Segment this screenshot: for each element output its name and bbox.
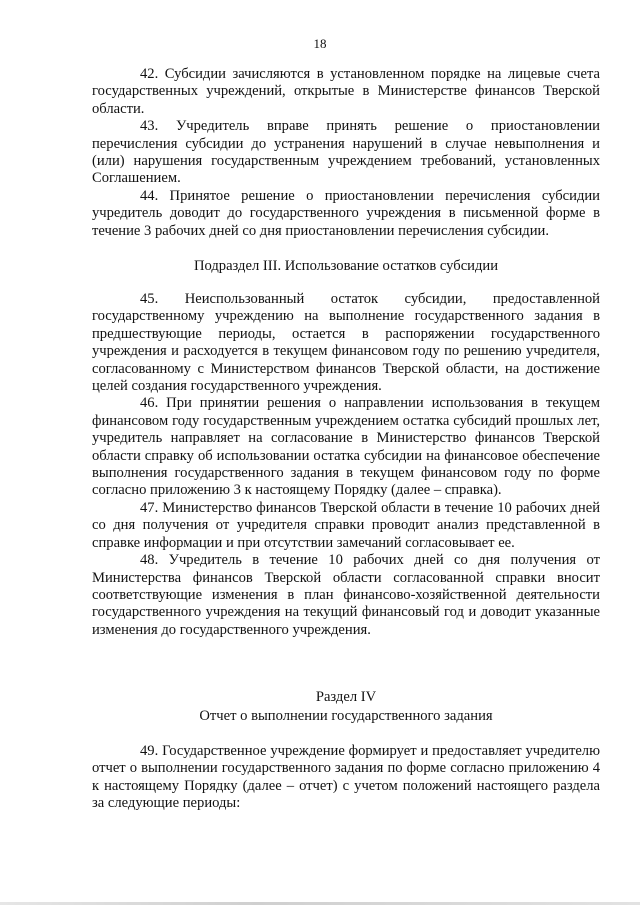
paragraph-48: 48. Учредитель в течение 10 рабочих дней со дня получения от Министерства финансов Тверской области согласованной справки вносит соответствующие изменения в план финансово-хозяйственной деятельности государственного учреждения на текущий финансовый год и доводит указанные изменения до государственного учреждения.	[92, 552, 600, 638]
section-4-text	[92, 743, 600, 813]
section-heading: Раздел IV	[315, 689, 377, 705]
section-title: Отчет о выполнении государственного задания	[199, 708, 493, 724]
paragraph-45: 45. Неиспользованный остаток субсидии, предоставленной государственному учреждению на выполнение государственного задания в предшествующие периоды, остается в распоряжении государственного учреждения и расходуется в текущем финансовом году по решению учредителя, согласованному с Министерством финансов Тверской области, на достижение целей создания государственного учреждения.	[92, 291, 600, 395]
paragraph-49: 49. Государственное учреждение формирует и предоставляет учредителю отчет о выполнении государственного задания по форме согласно приложению 4 к настоящему Порядку (далее – отчет) с учетом положений настоящего раздела за следующие периоды:	[92, 743, 600, 812]
paragraph-42: 42. Субсидии зачисляются в установленном порядке на лицевые счета государственных учреждений, открытые в Министерстве финансов Тверской области.	[92, 66, 600, 117]
paragraph-47: 47. Министерство финансов Тверской области в течение 10 рабочих дней со дня получения от учредителя справки проводит анализ представленной в справке информации и при отсутствии замечаний согласовывает ее.	[92, 499, 600, 551]
paragraph-43: 43. Учредитель вправе принять решение о приостановлении перечисления субсидии до устранения нарушений в случае невыполнения и (или) нарушения государственным учреждением требований, установленных Соглашением.	[92, 118, 600, 187]
paragraph-44: 44. Принятое решение о приостановлении перечисления субсидии учредитель доводит до государственного учреждения в письменной форме в течение 3 рабочих дней со дня приостановлении перечисления субсидии.	[92, 187, 600, 239]
section-4-heading-block	[92, 688, 600, 726]
section-1-text	[92, 66, 600, 240]
subsection-heading: Подраздел III. Использование остатков субсидии	[193, 258, 499, 274]
paragraph-46: 46. При принятии решения о направлении использования в текущем финансовом году государственным учреждением остатка субсидий прошлых лет, учредитель направляет на согласование в Министерство финансов Тверской области справку об использовании остатка субсидии на финансовое обеспечение выполнения государственного задания в текущем финансовом году по форме согласно приложению 3 к настоящему Порядку (далее – справка).	[92, 395, 600, 499]
page-number: 18	[313, 36, 327, 51]
subsection-3-text	[92, 291, 600, 639]
